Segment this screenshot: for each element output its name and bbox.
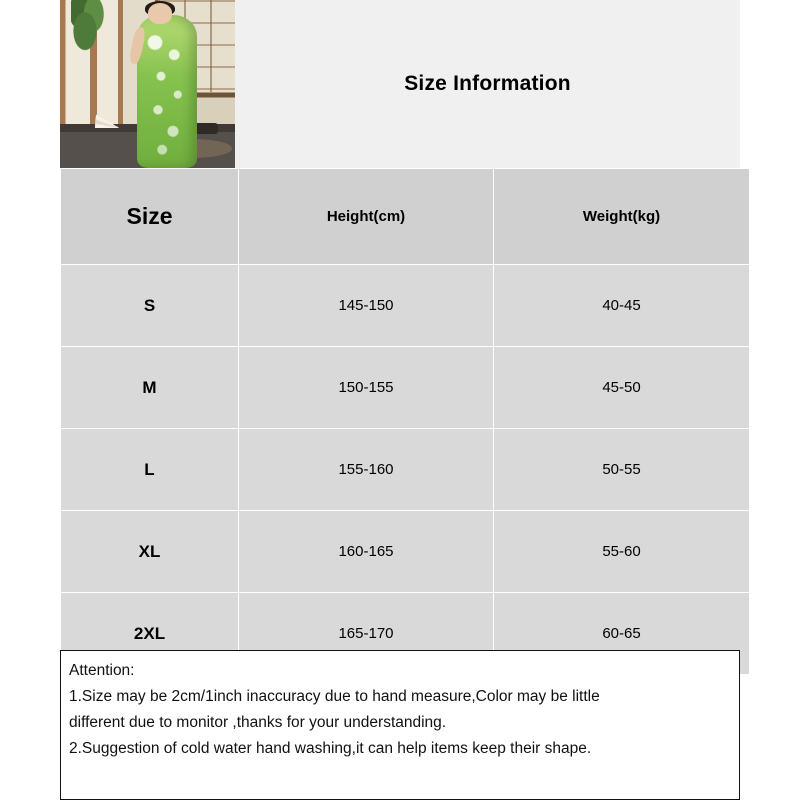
title-area	[235, 0, 740, 168]
size-table	[60, 168, 750, 675]
photo-plant	[71, 0, 106, 54]
cell-size: M	[61, 347, 239, 429]
cell-height: 145-150	[239, 265, 494, 347]
cell-height: 155-160	[239, 429, 494, 511]
photo-dress-floral-pattern	[137, 15, 197, 168]
header-band	[60, 0, 740, 168]
column-header-weight: Weight(kg)	[494, 169, 750, 265]
page-title: Size Information	[404, 72, 571, 95]
cell-height: 165-170	[239, 593, 494, 675]
photo-model-face	[148, 3, 173, 23]
cell-weight: 60-65	[494, 593, 750, 675]
cell-weight: 55-60	[494, 511, 750, 593]
cell-weight: 40-45	[494, 265, 750, 347]
attention-note-2: 2.Suggestion of cold water hand washing,it can help items keep their shape.	[69, 740, 592, 757]
cell-size: L	[61, 429, 239, 511]
table-header-row	[61, 169, 750, 265]
cell-weight: 45-50	[494, 347, 750, 429]
cell-weight: 50-55	[494, 429, 750, 511]
table-row	[61, 429, 750, 511]
product-photo	[60, 0, 235, 168]
attention-box	[60, 650, 740, 800]
cell-height: 150-155	[239, 347, 494, 429]
table-row	[61, 265, 750, 347]
cell-size: S	[61, 265, 239, 347]
cell-height: 160-165	[239, 511, 494, 593]
attention-heading: Attention:	[69, 662, 135, 679]
column-header-size: Size	[61, 169, 239, 265]
table-row	[61, 511, 750, 593]
cell-size: 2XL	[61, 593, 239, 675]
column-header-height: Height(cm)	[239, 169, 494, 265]
cell-size: XL	[61, 511, 239, 593]
attention-note-1: 1.Size may be 2cm/1inch inaccuracy due to hand measure,Color may be little	[69, 688, 600, 705]
table-row	[61, 347, 750, 429]
attention-note-1-cont: different due to monitor ,thanks for your understanding.	[69, 714, 447, 731]
